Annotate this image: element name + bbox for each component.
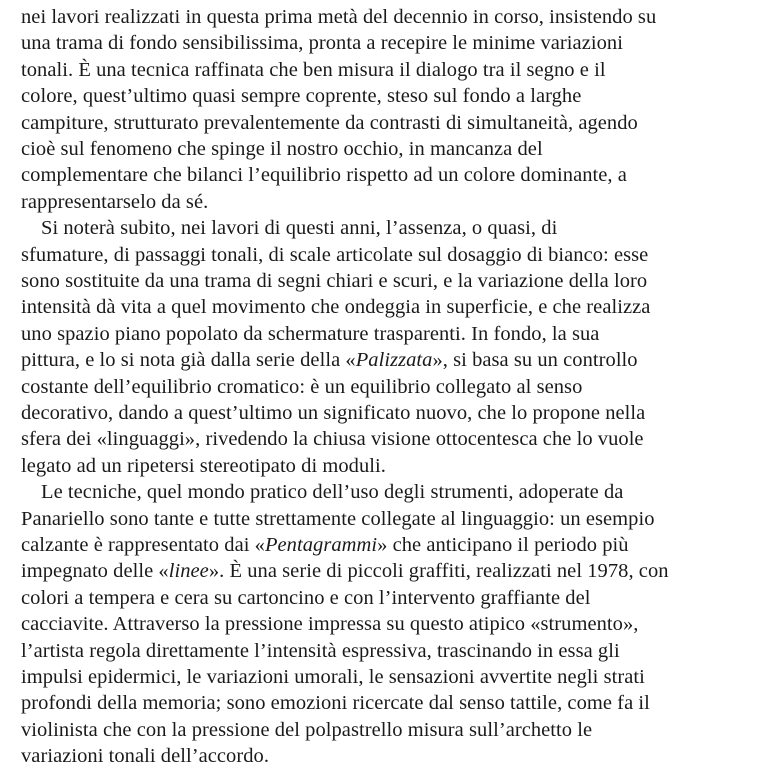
line-text: una trama di fondo sensibilissima, pronta a recepire le minime variazioni xyxy=(21,32,623,55)
line-text: Si noterà subito, nei lavori di questi anni, l’assenza, o quasi, di xyxy=(41,217,558,240)
line-text: cacciavite. Attraverso la pressione impressa su questo atipico «strumento», xyxy=(21,613,639,636)
paragraph-3-line-10 xyxy=(21,717,776,743)
paragraph-3-line-8 xyxy=(21,664,776,690)
line-text: decorativo, dando a quest’ultimo un significato nuovo, che lo propone nella xyxy=(21,402,646,424)
line-text: costante dell’equilibrio cromatico: è un equilibrio collegato al senso xyxy=(21,375,583,398)
paragraph-3-line-1 xyxy=(41,479,776,505)
paragraph-3-line-9 xyxy=(21,690,776,716)
paragraph-1-line-7 xyxy=(21,162,776,188)
paragraph-2-line-9 xyxy=(21,426,776,452)
line-text: cioè sul fenomeno che spinge il nostro occhio, in mancanza del xyxy=(21,138,543,160)
line-text: violinista che con la pressione del polpastrello misura sull’archetto le xyxy=(21,718,593,741)
italic-title: linee xyxy=(168,560,209,583)
paragraph-3-line-5 xyxy=(21,585,776,611)
paragraph-2-line-1 xyxy=(41,215,776,241)
line-text: impulsi epidermici, le variazioni umorali, le sensazioni avvertite negli strati xyxy=(21,666,645,688)
paragraph-3-line-4 xyxy=(21,558,776,584)
paragraph-1-line-4 xyxy=(21,83,776,109)
line-text: variazioni tonali dell’accordo. xyxy=(21,745,270,768)
line-text: Panariello sono tante e tutte strettamente collegate al linguaggio: un esempio xyxy=(21,507,655,530)
paragraph-1-line-3 xyxy=(21,57,776,83)
line-text: intensità dà vita a quel movimento che ondeggia in superficie, e che realizza xyxy=(21,296,651,319)
italic-title: Pentagrammi xyxy=(264,534,378,556)
line-text: uno spazio piano popolato da schermature trasparenti. In fondo, la sua xyxy=(21,322,600,345)
line-text: campiture, strutturato prevalentemente da contrasti di simultaneità, agendo xyxy=(21,111,638,134)
line-text: complementare che bilanci l’equilibrio rispetto ad un colore dominante, a xyxy=(21,164,627,187)
paragraph-2-line-3 xyxy=(21,268,776,294)
line-text: ». È una serie di piccoli graffiti, realizzati nel 1978, con xyxy=(208,560,669,583)
paragraph-1-line-5 xyxy=(21,110,776,136)
line-text: calzante è rappresentato dai « xyxy=(21,534,265,556)
paragraph-2-line-10 xyxy=(21,453,776,479)
line-text: » che anticipano il periodo più xyxy=(377,534,629,556)
line-text: », si basa su un controllo xyxy=(432,349,638,372)
line-text: tonali. È una tecnica raffinata che ben misura il dialogo tra il segno e il xyxy=(21,58,606,81)
line-text: colore, quest’ultimo quasi sempre coprente, steso sul fondo a larghe xyxy=(21,85,582,108)
line-text: profondi della memoria; sono emozioni ricercate dal senso tattile, come fa il xyxy=(21,692,650,715)
line-text: nei lavori realizzati in questa prima metà del decennio in corso, insistendo su xyxy=(21,6,657,28)
paragraph-2-line-6 xyxy=(21,347,776,373)
paragraph-2-line-8 xyxy=(21,400,776,426)
paragraph-3-line-11 xyxy=(21,743,776,769)
paragraph-2-line-5 xyxy=(21,321,776,347)
paragraph-1-line-1 xyxy=(21,4,776,30)
line-text: Le tecniche, quel mondo pratico dell’uso degli strumenti, adoperate da xyxy=(41,481,624,504)
italic-title: Palizzata xyxy=(355,349,433,372)
line-text: pittura, e lo si nota già dalla serie della « xyxy=(21,349,356,372)
line-text: sono sostituite da una trama di segni chiari e scuri, e la variazione della loro xyxy=(21,270,648,292)
paragraph-1-line-8 xyxy=(21,189,776,215)
paragraph-3-line-7 xyxy=(21,638,776,664)
paragraph-1-line-2 xyxy=(21,30,776,56)
paragraph-2-line-2 xyxy=(21,242,776,268)
line-text: sfumature, di passaggi tonali, di scale articolate sul dosaggio di bianco: esse xyxy=(21,243,649,266)
paragraph-3-line-3 xyxy=(21,532,776,558)
paragraph-3-line-2 xyxy=(21,506,776,532)
line-text: rappresentarselo da sé. xyxy=(21,190,209,213)
line-text: impegnato delle « xyxy=(21,560,169,583)
line-text: l’artista regola direttamente l’intensità espressiva, trascinando in essa gli xyxy=(21,639,620,662)
line-text: sfera dei «linguaggi», rivedendo la chiusa visione ottocentesca che lo vuole xyxy=(21,428,644,451)
paragraph-1-line-6 xyxy=(21,136,776,162)
paragraph-3-line-6 xyxy=(21,611,776,637)
line-text: legato ad un ripetersi stereotipato di moduli. xyxy=(21,454,386,477)
paragraph-2-line-4 xyxy=(21,294,776,320)
paragraph-2-line-7 xyxy=(21,374,776,400)
line-text: colori a tempera e cera su cartoncino e con l’intervento graffiante del xyxy=(21,586,591,609)
